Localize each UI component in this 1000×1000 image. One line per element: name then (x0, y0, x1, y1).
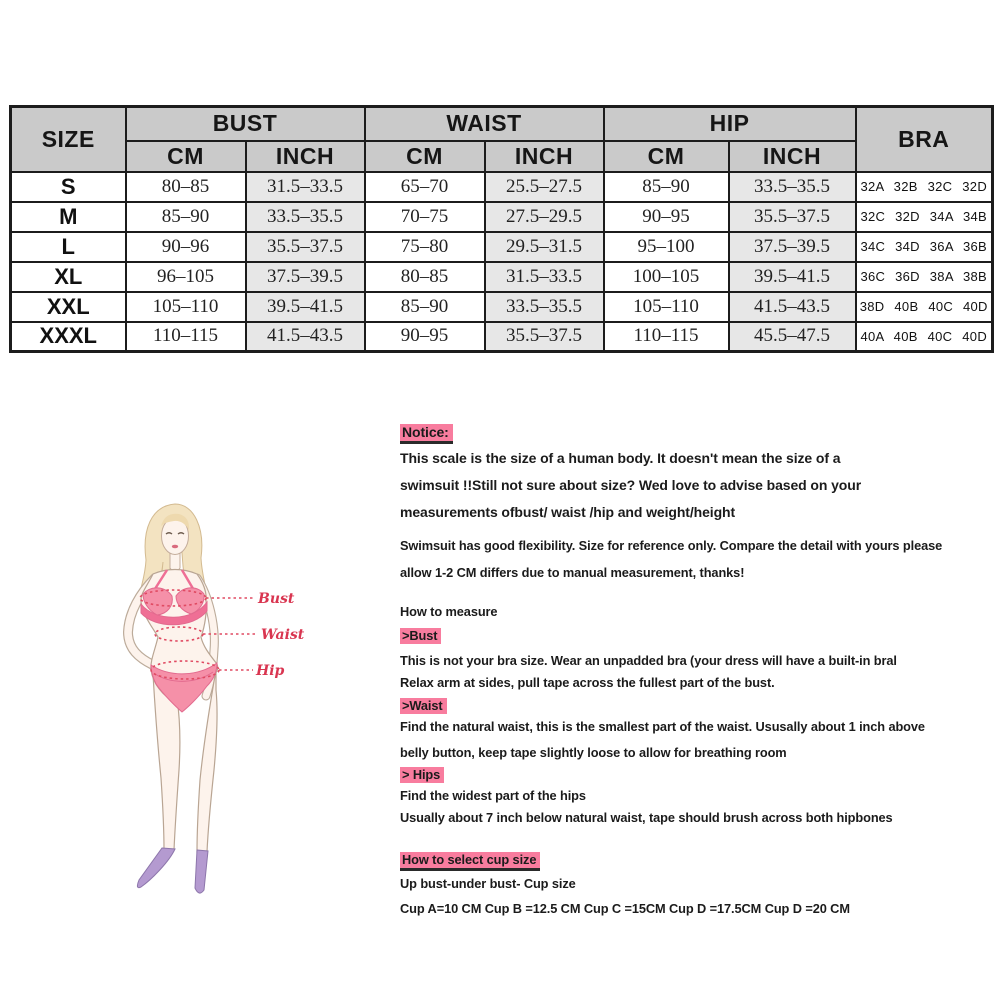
waist-inch-cell: 35.5–37.5 (485, 322, 604, 352)
size-table-body (11, 172, 993, 352)
hip-inch-cell: 35.5–37.5 (729, 202, 856, 232)
cup-line-1: Up bust-under bust- Cup size (400, 876, 576, 891)
waist-inch-cell: 31.5–33.5 (485, 262, 604, 292)
flexibility-line-1: Swimsuit has good flexibility. Size for reference only. Compare the detail with yours please (400, 538, 943, 553)
waist-cm-cell: 80–85 (365, 262, 485, 292)
hip-cm-cell: 110–115 (604, 322, 729, 352)
size-table (9, 105, 994, 353)
header-bust-inch: INCH (246, 141, 365, 172)
instructions-block (400, 424, 996, 934)
bust-inch-cell: 35.5–37.5 (246, 232, 365, 262)
bust-heading: >Bust (400, 628, 441, 644)
hip-inch-cell: 45.5–47.5 (729, 322, 856, 352)
bust-inch-cell: 31.5–33.5 (246, 172, 365, 202)
bust-cm-cell: 80–85 (126, 172, 246, 202)
bust-cm-cell: 96–105 (126, 262, 246, 292)
size-table-row (11, 292, 993, 322)
waist-cm-cell: 85–90 (365, 292, 485, 322)
figure-left-shoe (137, 848, 175, 888)
hip-inch-cell: 39.5–41.5 (729, 262, 856, 292)
size-table-row (11, 232, 993, 262)
size-table-row (11, 262, 993, 292)
how-to-measure-heading: How to measure (400, 604, 498, 619)
hip-cm-cell: 100–105 (604, 262, 729, 292)
bust-inch-cell: 41.5–43.5 (246, 322, 365, 352)
size-table-header (11, 107, 993, 172)
header-size: SIZE (11, 107, 126, 172)
notice-line-2: swimsuit !!Still not sure about size? Wed love to advise based on your (400, 477, 862, 493)
bra-cell: 40A 40B 40C 40D (856, 322, 993, 352)
size-cell: XXL (11, 292, 126, 322)
hips-heading: > Hips (400, 767, 444, 783)
notice-line-3: measurements ofbust/ waist /hip and weight/height (400, 504, 736, 520)
hip-cm-cell: 105–110 (604, 292, 729, 322)
waist-cm-cell: 90–95 (365, 322, 485, 352)
bust-inch-cell: 39.5–41.5 (246, 292, 365, 322)
hips-line-2: Usually about 7 inch below natural waist, tape should brush across both hipbones (400, 810, 893, 825)
size-cell: S (11, 172, 126, 202)
bra-cell: 38D 40B 40C 40D (856, 292, 993, 322)
bust-cm-cell: 85–90 (126, 202, 246, 232)
size-cell: XXXL (11, 322, 126, 352)
hip-label: Hip (256, 663, 285, 679)
waist-line-2: belly button, keep tape slightly loose to allow for breathing room (400, 745, 787, 760)
bust-line-1: This is not your bra size. Wear an unpadded bra (your dress will have a built-in bral (400, 653, 897, 668)
bra-cell: 36C 36D 38A 38B (856, 262, 993, 292)
hip-inch-cell: 41.5–43.5 (729, 292, 856, 322)
header-waist: WAIST (365, 107, 604, 141)
bust-line-2: Relax arm at sides, pull tape across the fullest part of the bust. (400, 675, 775, 690)
header-hip: HIP (604, 107, 856, 141)
measurement-figure-illustration (95, 498, 355, 918)
bust-label: Bust (258, 591, 295, 607)
hips-line-1: Find the widest part of the hips (400, 788, 586, 803)
bust-cm-cell: 90–96 (126, 232, 246, 262)
size-table-row (11, 322, 993, 352)
header-bust-cm: CM (126, 141, 246, 172)
waist-cm-cell: 75–80 (365, 232, 485, 262)
size-table-row (11, 172, 993, 202)
header-hip-cm: CM (604, 141, 729, 172)
size-cell: XL (11, 262, 126, 292)
bust-cm-cell: 110–115 (126, 322, 246, 352)
header-waist-cm: CM (365, 141, 485, 172)
bust-inch-cell: 33.5–35.5 (246, 202, 365, 232)
notice-heading: Notice: (400, 424, 453, 444)
waist-heading: >Waist (400, 698, 447, 714)
bra-cell: 32C 32D 34A 34B (856, 202, 993, 232)
waist-inch-cell: 25.5–27.5 (485, 172, 604, 202)
header-bust: BUST (126, 107, 365, 141)
waist-cm-cell: 65–70 (365, 172, 485, 202)
hip-inch-cell: 37.5–39.5 (729, 232, 856, 262)
waist-line-1: Find the natural waist, this is the smallest part of the waist. Ususally about 1 inch above (400, 719, 925, 734)
bra-cell: 34C 34D 36A 36B (856, 232, 993, 262)
bust-inch-cell: 37.5–39.5 (246, 262, 365, 292)
waist-inch-cell: 33.5–35.5 (485, 292, 604, 322)
cup-size-heading: How to select cup size (400, 852, 540, 871)
size-table-row (11, 202, 993, 232)
header-bra: BRA (856, 107, 993, 172)
size-cell: L (11, 232, 126, 262)
figure-right-shoe (195, 850, 208, 893)
hip-inch-cell: 33.5–35.5 (729, 172, 856, 202)
cup-line-2: Cup A=10 CM Cup B =12.5 CM Cup C =15CM Cup D =17.5CM Cup D =20 CM (400, 901, 850, 916)
waist-inch-cell: 27.5–29.5 (485, 202, 604, 232)
header-hip-inch: INCH (729, 141, 856, 172)
flexibility-line-2: allow 1-2 CM differs due to manual measurement, thanks! (400, 565, 745, 580)
waist-label: Waist (261, 627, 305, 643)
hip-cm-cell: 95–100 (604, 232, 729, 262)
notice-line-1: This scale is the size of a human body. It doesn't mean the size of a (400, 450, 841, 466)
bra-cell: 32A 32B 32C 32D (856, 172, 993, 202)
waist-cm-cell: 70–75 (365, 202, 485, 232)
header-waist-inch: INCH (485, 141, 604, 172)
hip-cm-cell: 90–95 (604, 202, 729, 232)
bust-cm-cell: 105–110 (126, 292, 246, 322)
waist-inch-cell: 29.5–31.5 (485, 232, 604, 262)
size-cell: M (11, 202, 126, 232)
hip-cm-cell: 85–90 (604, 172, 729, 202)
